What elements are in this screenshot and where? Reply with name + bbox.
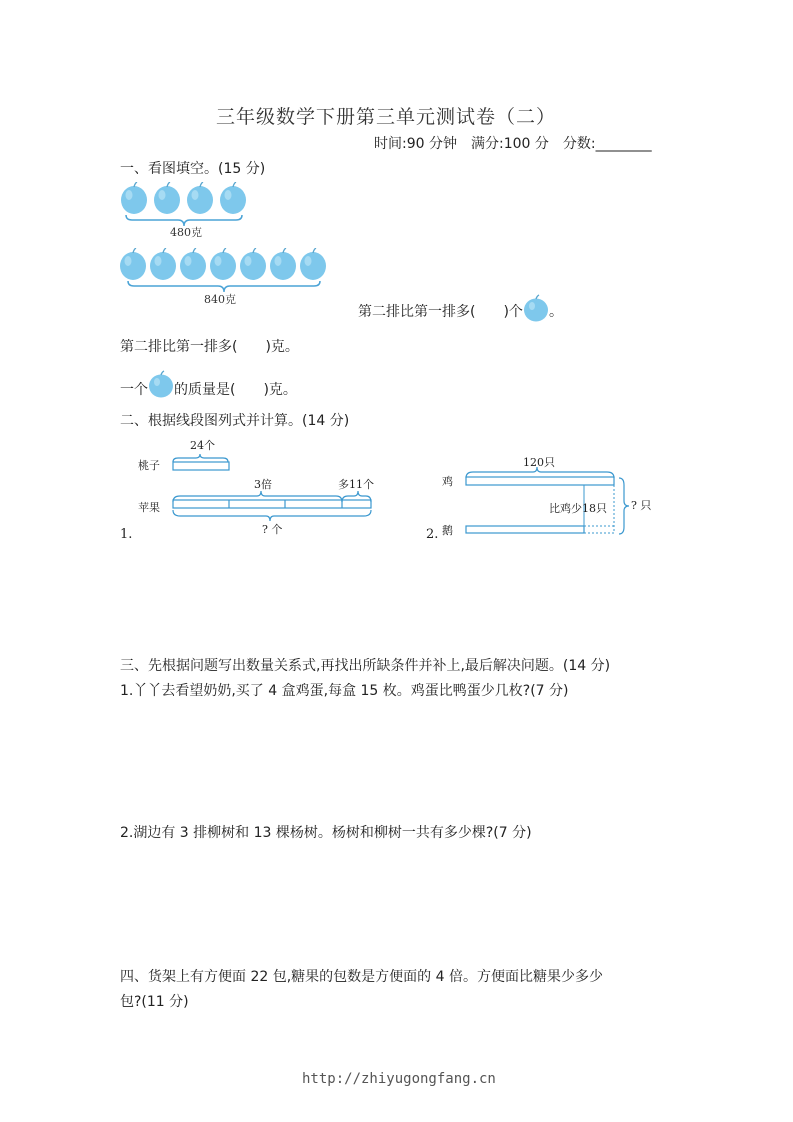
apple-row-1 xyxy=(120,182,260,246)
q1-text: 第二排比第一排多( )个 xyxy=(358,304,523,320)
apple-icon xyxy=(154,182,180,214)
peach-count: 24个 xyxy=(190,439,215,452)
apple-total: ? 个 xyxy=(262,523,283,536)
footer-url[interactable]: http://zhiyugongfang.cn xyxy=(302,1071,496,1087)
apple-icon xyxy=(150,248,176,280)
apple-icon xyxy=(240,248,266,280)
goose-less-label: 比鸡少18只 xyxy=(549,502,607,515)
apple-icon xyxy=(120,248,146,280)
apple-icon xyxy=(523,294,549,326)
section3-question-1: 1.丫丫去看望奶奶,买了 4 盒鸡蛋,每盒 15 枚。鸡蛋比鸭蛋少几枚?(7 分) xyxy=(120,683,569,699)
apple-icon xyxy=(210,248,236,280)
apple-row-1-graphic xyxy=(120,182,260,242)
apple-icon xyxy=(148,370,174,402)
section1-heading: 一、看图填空。(15 分) xyxy=(120,161,266,177)
line-diagram-2 xyxy=(425,450,665,549)
line-diagram-1-graphic xyxy=(118,432,388,547)
total-label: ? 只 xyxy=(631,499,652,512)
diagram-2-number: 2. xyxy=(426,527,439,542)
row2-weight-label: 840克 xyxy=(204,293,236,306)
more-label: 多11个 xyxy=(338,478,374,491)
section3-heading: 三、先根据问题写出数量关系式,再找出所缺条件并补上,最后解决问题。(14 分) xyxy=(120,658,611,674)
question-1-3 xyxy=(120,370,297,402)
apple-icon xyxy=(180,248,206,280)
chicken-count: 120只 xyxy=(523,456,555,469)
line-diagram-1 xyxy=(118,432,388,551)
apple-label: 苹果 xyxy=(138,501,160,514)
q3-prefix: 一个 xyxy=(120,382,148,398)
section4-line-1: 四、货架上有方便面 22 包,糖果的包数是方便面的 4 倍。方便面比糖果少多少 xyxy=(120,969,603,985)
q3-suffix: 的质量是( )克。 xyxy=(174,382,297,398)
apple-icon xyxy=(187,182,213,214)
apple-row-2-graphic xyxy=(118,248,333,310)
diagram-1-number: 1. xyxy=(120,527,133,542)
row1-weight-label: 480克 xyxy=(170,226,202,239)
question-1-2: 第二排比第一排多( )克。 xyxy=(120,339,299,355)
apple-icon xyxy=(220,182,246,214)
line-diagram-2-graphic xyxy=(425,450,665,545)
section2-heading: 二、根据线段图列式并计算。(14 分) xyxy=(120,413,350,429)
q1-suffix: 。 xyxy=(548,304,563,320)
apple-row-2 xyxy=(118,248,333,314)
section3-question-2: 2.湖边有 3 排柳树和 13 棵杨树。杨树和柳树一共有多少棵?(7 分) xyxy=(120,825,532,841)
section4-line-2: 包?(11 分) xyxy=(120,994,189,1010)
apple-icon xyxy=(300,248,326,280)
question-1-1 xyxy=(358,294,563,326)
apple-icon xyxy=(121,182,147,214)
peach-label: 桃子 xyxy=(138,459,160,472)
apple-icon xyxy=(270,248,296,280)
chicken-label: 鸡 xyxy=(442,475,453,488)
goose-label: 鹅 xyxy=(442,524,453,537)
exam-info: 时间:90 分钟 满分:100 分 分数:________ xyxy=(374,136,652,152)
page-title: 三年级数学下册第三单元测试卷（二） xyxy=(216,106,557,128)
times-label: 3倍 xyxy=(254,478,272,491)
